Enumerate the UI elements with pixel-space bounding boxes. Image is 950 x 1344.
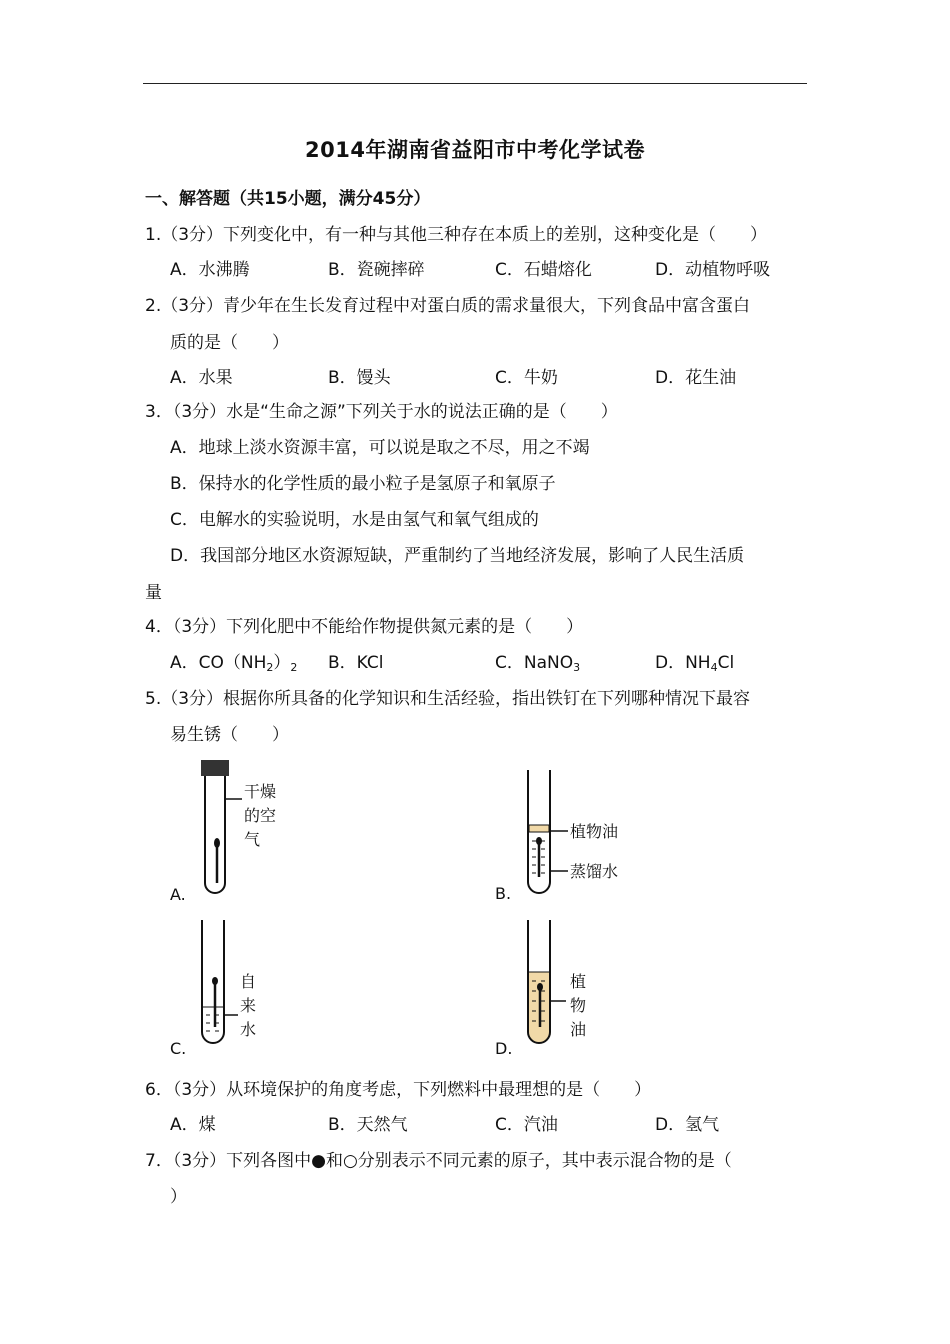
q3-option-d-line2: 量 [145,583,162,603]
q3-stem: 3．（3分）水是“生命之源”下列关于水的说法正确的是（ ） [145,402,618,422]
q2-option-a: A．水果 [170,368,233,388]
figure-a-dry-air-tube [160,755,300,905]
q7-stem-line1: 7．（3分）下列各图中●和○分别表示不同元素的原子，其中表示混合物的是（ [145,1151,732,1171]
fig-d-label-1: 植 [570,972,587,991]
fig-a-letter: A. [170,885,186,904]
fig-a-label-3: 气 [244,830,261,849]
q2-option-b: B．馒头 [328,368,391,388]
q7-stem-line2: ） [170,1187,187,1207]
q4-stem: 4．（3分）下列化肥中不能给作物提供氮元素的是（ ） [145,617,584,637]
fig-a-label-1: 干燥 [244,782,277,801]
fig-c-label-2: 来 [240,996,257,1015]
figure-b-oil-water-tube [490,765,660,905]
oil-layer-b [529,825,549,832]
q3-option-b: B．保持水的化学性质的最小粒子是氢原子和氧原子 [170,474,556,494]
q4-option-a: A．$CO(NH_2)_2$ [170,653,298,674]
fig-b-label-1: 植物油 [570,822,619,841]
q2-option-d: D．花生油 [655,368,737,388]
nail-head-c [212,977,218,985]
q5-stem-line1: 5.（3分）根据你所具备的化学知识和生活经验，指出铁钉在下列哪种情况下最容 [145,689,751,709]
fig-d-label-3: 油 [570,1020,587,1039]
q2-stem-line2: 质的是（ ） [170,333,289,353]
q1-option-d: D．动植物呼吸 [655,260,771,280]
q4-option-b: B．KCl [328,653,384,673]
q1-option-c: C．石蜡熔化 [495,260,592,280]
q1-option-b: B．瓷碗摔碎 [328,260,425,280]
q3-option-d-line1: D．我国部分地区水资源短缺，严重制约了当地经济发展，影响了人民生活质 [170,546,745,566]
nail-head-d [537,983,543,991]
fig-b-label-2: 蒸馏水 [570,862,619,881]
fig-c-letter: C. [170,1039,187,1058]
figure-c-tap-water-tube [160,915,300,1060]
figure-d-oil-tube [490,915,660,1060]
fig-b-letter: B. [495,884,512,903]
q6-option-a: A．煤 [170,1115,216,1135]
fig-c-label-1: 自 [240,972,257,991]
q3-option-a: A．地球上淡水资源丰富，可以说是取之不尽，用之不竭 [170,438,590,458]
q5-stem-line2: 易生锈（ ） [170,725,289,745]
q6-option-d: D．氢气 [655,1115,720,1135]
water-dashes-c [206,1015,219,1031]
q2-option-c: C．牛奶 [495,368,558,388]
fig-c-label-3: 水 [240,1020,257,1039]
fig-d-label-2: 物 [570,996,587,1015]
fig-d-letter: D. [495,1039,513,1058]
header-rule [143,83,807,84]
rubber-stopper [201,760,229,776]
q1-option-a: A．水沸腾 [170,260,250,280]
q4-option-c: C．NaNO$_3$ [495,653,581,674]
nail-head-b [536,837,542,845]
q6-stem: 6．（3分）从环境保护的角度考虑，下列燃料中最理想的是（ ） [145,1080,652,1100]
fig-a-label-2: 的空 [244,806,277,825]
q1-stem: 1.（3分）下列变化中，有一种与其他三种存在本质上的差别，这种变化是（ ） [145,225,768,245]
test-tube-a [205,776,225,893]
page-title: 2014年湖南省益阳市中考化学试卷 [305,138,645,162]
q2-stem-line1: 2.（3分）青少年在生长发育过程中对蛋白质的需求量很大，下列食品中富含蛋白 [145,296,751,316]
nail-head-a [214,838,220,848]
q6-option-c: C．汽油 [495,1115,558,1135]
q6-option-b: B．天然气 [328,1115,408,1135]
q3-option-c: C．电解水的实验说明，水是由氢气和氧气组成的 [170,510,539,530]
section-heading: 一、解答题（共15小题，满分45分） [145,189,431,209]
q4-option-d: D．$NH_4Cl$ [655,653,735,674]
